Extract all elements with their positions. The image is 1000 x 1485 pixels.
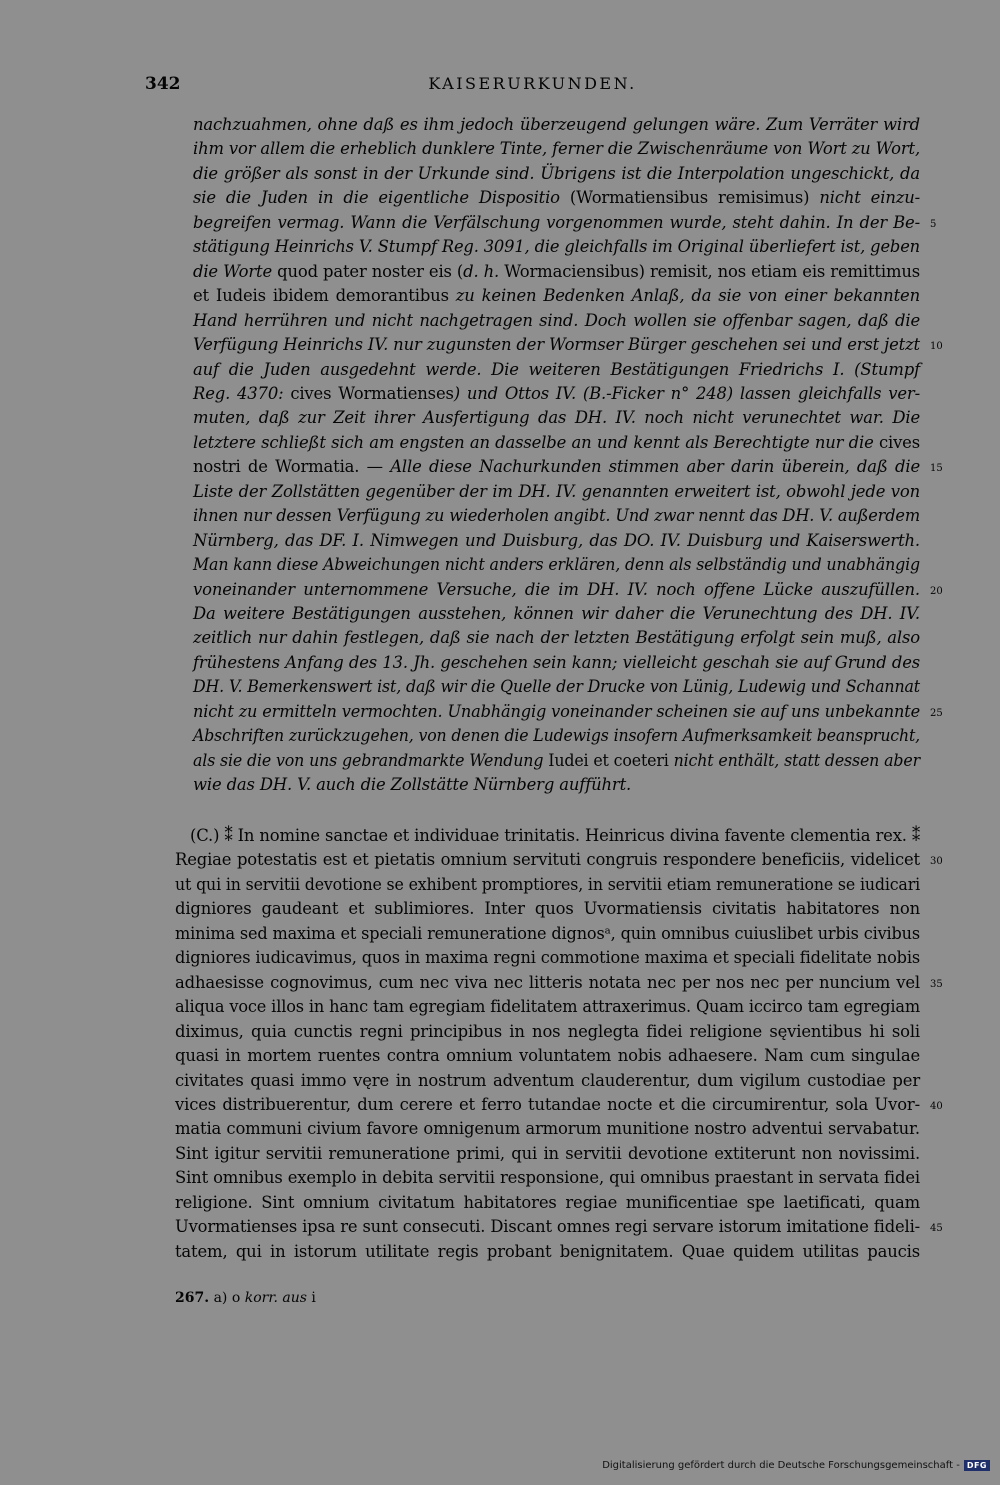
italic-segment: frühestens Anfang des 13. Jh. geschehen sein kann; vielleicht geschah sie auf Grund des xyxy=(193,652,920,672)
page-number: 342 xyxy=(145,74,181,94)
commentary-line xyxy=(193,651,920,675)
commentary-line xyxy=(193,553,920,577)
italic-segment: stätigung Heinrichs V. Stumpf Reg. 3091, die gleichfalls im Original überliefert ist, geben xyxy=(193,237,920,257)
italic-segment: Abschriften zurückzugehen, von denen die Ludewigs insofern Aufmerksamkeit beansprucht, xyxy=(193,726,920,746)
roman-segment: Sint omnibus exemplo in debita servitii responsione, qui omnibus praestant in servata fidei xyxy=(175,1168,920,1188)
italic-segment: sie die Juden in die eigentliche Dispositio xyxy=(193,188,570,208)
italic-segment: Liste der Zollstätten gegenüber der im DH. IV. genannten erweitert ist, obwohl jede von xyxy=(193,481,920,501)
italic-segment: Reg. 4370: xyxy=(193,383,291,403)
footnote-text-roman: o xyxy=(227,1290,245,1306)
charter-line xyxy=(175,995,920,1019)
commentary-line xyxy=(193,749,920,773)
dfg-logo: DFG xyxy=(964,1460,990,1471)
commentary-line xyxy=(193,480,920,504)
italic-segment: ihnen nur dessen Verfügung zu wiederholen angibt. Und zwar nennt das DH. V. außerdem xyxy=(193,506,920,526)
roman-segment: adhaesisse cognovimus, cum nec viva nec litteris notata nec per nos nec per nuncium vel xyxy=(175,972,920,992)
italic-segment: nachzuahmen, ohne daß es ihm jedoch überzeugend gelungen wäre. Zum Verräter wird xyxy=(193,115,920,134)
italic-segment: nicht zu ermitteln vermochten. Unabhängig voneinander scheinen sie auf uns unbekannte xyxy=(193,701,920,721)
commentary-line xyxy=(193,431,920,455)
italic-segment: Hand herrühren und nicht nachgetragen sind. Doch wollen sie offenbar sagen, daß die xyxy=(193,310,920,330)
footnote-number: 267. xyxy=(175,1290,210,1306)
line-number: 30 xyxy=(930,856,943,868)
commentary-line xyxy=(193,211,920,235)
roman-segment: aliqua voce illos in hanc tam egregiam fidelitatem attraxerimus. Quam iccirco tam egregiam xyxy=(175,997,920,1017)
footer-text: Digitalisierung gefördert durch die Deutsche Forschungsgemeinschaft - xyxy=(602,1460,960,1471)
charter-line xyxy=(175,971,920,995)
commentary-line xyxy=(193,455,920,479)
charter-line xyxy=(175,873,920,897)
commentary-line xyxy=(193,260,920,284)
charter-line xyxy=(175,1093,920,1117)
italic-segment: ) und Ottos IV. (B.-Ficker n° 248) lassen gleichfalls ver- xyxy=(453,383,920,403)
charter-line xyxy=(175,1166,920,1190)
roman-segment: Regiae potestatis est et pietatis omnium servituti congruis respondere beneficiis, videlicet xyxy=(175,850,920,870)
italic-segment: nicht einzu- xyxy=(819,188,921,208)
footnote xyxy=(175,1290,316,1306)
italic-segment: Da weitere Bestätigungen ausstehen, können wir daher die Verunechtung des DH. IV. xyxy=(193,604,920,623)
commentary-line xyxy=(193,382,920,406)
commentary-line xyxy=(193,162,920,186)
digitization-footer xyxy=(602,1460,990,1471)
italic-segment: Nürnberg, das DF. I. Nimwegen und Duisburg, das DO. IV. Duisburg und Kaiserswerth. xyxy=(193,530,920,550)
italic-segment: begreifen vermag. Wann die Verfälschung vorgenommen wurde, steht dahin. In der Be- xyxy=(193,212,920,232)
commentary-line xyxy=(193,309,920,333)
italic-segment: ihm vor allem die erheblich dunklere Tinte, ferner die Zwischenräume von Wort zu Wort, xyxy=(193,139,920,159)
roman-segment: matia communi civium favore omnigenum armorum munitione nostro adventui servabatur. xyxy=(175,1119,920,1139)
commentary-line xyxy=(193,406,920,430)
charter-line xyxy=(175,1044,920,1068)
charter-line xyxy=(175,1069,920,1093)
italic-segment: die größer als sonst in der Urkunde sind. Übrigens ist die Interpolation ungeschickt, da xyxy=(193,163,920,183)
line-number: 10 xyxy=(930,341,943,353)
italic-segment: wie das DH. V. auch die Zollstätte Nürnberg aufführt. xyxy=(193,775,632,795)
commentary-line xyxy=(193,284,920,308)
commentary-line xyxy=(193,358,920,382)
italic-segment: die Worte xyxy=(193,261,278,281)
roman-segment: diximus, quia cunctis regni principibus in nos neglegta fidei religione sęvientibus hi soli xyxy=(175,1021,920,1041)
line-number: 35 xyxy=(930,978,943,990)
charter-line xyxy=(190,824,920,848)
italic-segment: d. h. xyxy=(463,261,505,281)
charter-line xyxy=(175,1020,920,1044)
roman-segment: vices distribuerentur, dum cerere et ferro tutandae nocte et die circumirentur, sola Uvor- xyxy=(175,1094,920,1114)
commentary-line xyxy=(193,578,920,602)
roman-segment: nostri de Wormatia. — xyxy=(193,457,391,477)
commentary-line xyxy=(193,333,920,357)
italic-segment: muten, daß zur Zeit ihrer Ausfertigung das DH. IV. noch nicht verunechtet war. Die xyxy=(193,408,920,428)
roman-segment: Wormaciensibus) remisit, nos etiam eis remittimus xyxy=(504,261,920,281)
roman-segment: Uvormatienses ipsa re sunt consecuti. Discant omnes regi servare istorum imitatione fideli- xyxy=(175,1217,920,1237)
roman-segment: cives Wormatienses xyxy=(290,383,454,403)
charter-line xyxy=(175,1142,920,1166)
charter-line xyxy=(175,897,920,921)
commentary-line xyxy=(193,724,920,748)
italic-segment: letztere schließt sich am engsten an dasselbe an und kennt als Berechtigte nur die xyxy=(193,432,879,452)
italic-segment: zeitlich nur dahin festlegen, daß sie nach der letzten Bestätigung erfolgt sein muß, also xyxy=(193,628,920,648)
charter-line xyxy=(175,1240,920,1264)
commentary-line xyxy=(193,529,920,553)
commentary-line xyxy=(193,186,920,210)
line-number: 20 xyxy=(930,585,943,597)
line-number: 40 xyxy=(930,1100,943,1112)
charter-line xyxy=(175,1191,920,1215)
roman-segment: quasi in mortem ruentes contra omnium voluntatem nobis adhaesere. Nam cum singulae xyxy=(175,1046,920,1066)
roman-segment: civitates quasi immo vęre in nostrum adventum clauderentur, dum vigilum custodiae per xyxy=(175,1070,920,1090)
commentary-line xyxy=(193,235,920,259)
roman-segment: et Iudeis ibidem demorantibus xyxy=(193,286,456,306)
italic-segment: DH. V. Bemerkenswert ist, daß wir die Quelle der Drucke von Lünig, Ludewig und Schannat xyxy=(193,677,920,697)
charter-line xyxy=(175,848,920,872)
charter-line xyxy=(175,922,920,946)
roman-segment: quod pater noster eis ( xyxy=(277,261,464,281)
italic-segment: Verfügung Heinrichs IV. nur zugunsten der Wormser Bürger geschehen sei und erst jetzt xyxy=(193,335,920,355)
roman-segment: Iudei et coeteri xyxy=(548,750,674,770)
page-header xyxy=(145,74,920,98)
line-number: 15 xyxy=(930,463,943,475)
italic-segment: voneinander unternommene Versuche, die im DH. IV. noch offene Lücke auszufüllen. xyxy=(193,579,920,599)
roman-segment: (Wormatiensibus remisimus) xyxy=(569,188,820,208)
roman-segment: religione. Sint omnium civitatum habitatores regiae munificentiae spe laetificati, quam xyxy=(175,1192,920,1212)
charter-line xyxy=(175,1117,920,1141)
roman-segment: minima sed maxima et speciali remuneratione dignosᵃ, quin omnibus cuiuslibet urbis civibus xyxy=(175,923,920,943)
commentary-line xyxy=(193,504,920,528)
roman-segment: Sint igitur servitii remuneratione primi, qui in servitii devotione extiterunt non novissimi. xyxy=(175,1143,920,1163)
commentary-line xyxy=(193,700,920,724)
italic-segment: Alle diese Nachurkunden stimmen aber darin überein, daß die xyxy=(390,457,921,477)
line-number: 45 xyxy=(930,1223,943,1235)
italic-segment: zu keinen Bedenken Anlaß, da sie von einer bekannten xyxy=(455,286,920,306)
line-number: 25 xyxy=(930,707,943,719)
footnote-letter: a) xyxy=(213,1290,228,1306)
commentary-line xyxy=(193,675,920,699)
commentary-line xyxy=(193,773,631,797)
charter-line xyxy=(175,1215,920,1239)
charter-line xyxy=(175,946,920,970)
roman-segment: ut qui in servitii devotione se exhibent promptiores, in servitii etiam remuneratione se iudicari xyxy=(175,874,920,894)
commentary-line xyxy=(193,137,920,161)
line-number: 5 xyxy=(930,218,937,230)
roman-segment: tatem, qui in istorum utilitate regis probant benignitatem. Quae quidem utilitas paucis xyxy=(175,1241,920,1261)
roman-segment: digniores gaudeant et sublimiores. Inter quos Uvormatiensis civitatis habitatores non xyxy=(175,899,920,919)
commentary-line xyxy=(193,626,920,650)
roman-segment: (C.) ⁑ In nomine sanctae et individuae trinitatis. Heinricus divina favente clementia rex. ⁑ xyxy=(190,826,920,845)
footnote-text-italic: korr. aus xyxy=(244,1290,307,1306)
commentary-line xyxy=(193,602,920,626)
roman-segment: digniores iudicavimus, quos in maxima regni commotione maxima et speciali fidelitate nobis xyxy=(175,948,920,968)
running-head: KAISERURKUNDEN. xyxy=(428,74,637,93)
italic-segment: auf die Juden ausgedehnt werde. Die weiteren Bestätigungen Friedrichs I. (Stumpf xyxy=(193,359,920,379)
italic-segment: nicht enthält, statt dessen aber xyxy=(673,750,920,770)
commentary-line xyxy=(193,113,920,137)
footnote-text-end: i xyxy=(306,1290,316,1306)
italic-segment: Man kann diese Abweichungen nicht anders erklären, denn als selbständig und unabhängig xyxy=(193,555,920,575)
roman-segment: cives xyxy=(878,432,920,452)
italic-segment: als sie die von uns gebrandmarkte Wendung xyxy=(193,750,549,770)
